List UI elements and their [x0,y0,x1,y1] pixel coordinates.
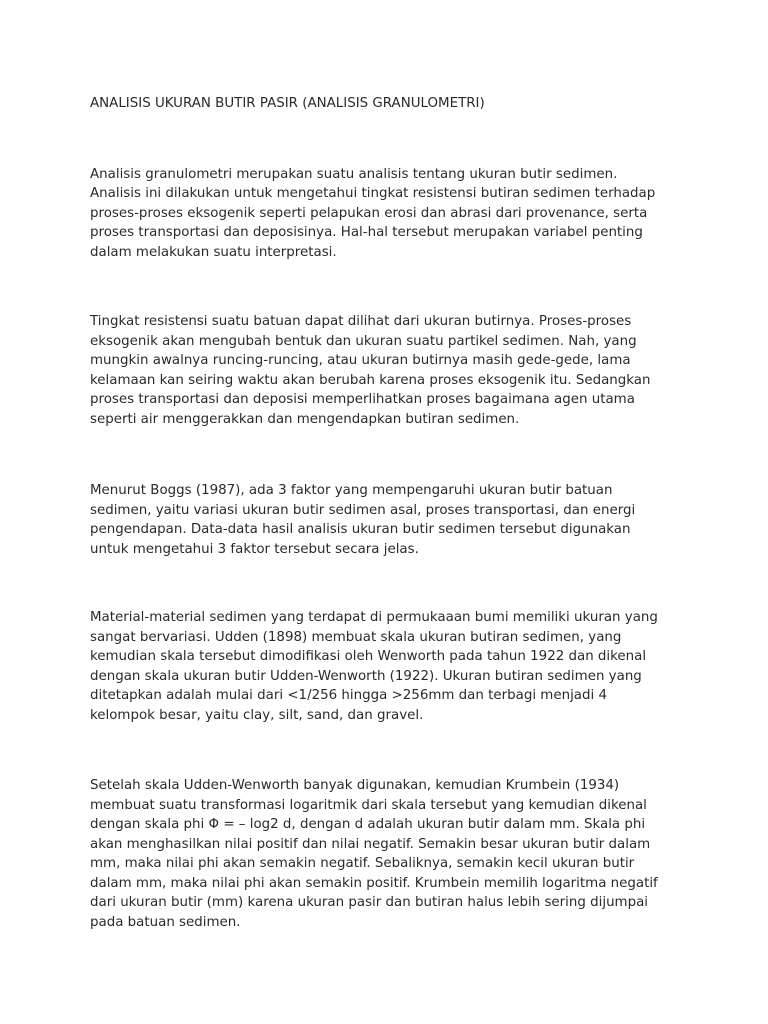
paragraph-krumbein-phi-scale: Setelah skala Udden-Wenworth banyak digunakan, kemudian Krumbein (1934) membuat suatu transformasi logaritmik dari skala tersebut yang kemudian dikenal dengan skala phi Φ = – log2 d, dengan d adalah ukuran butir dalam mm. Skala phi akan menghasilkan nilai positif dan nilai negatif. Semakin besar ukuran butir dalam mm, maka nilai phi akan semakin negatif. Sebaliknya, semakin kecil ukuran butir dalam mm, maka nilai phi akan semakin positif. Krumbein memilih logaritma negatif dari ukuran butir (mm) karena ukuran pasir dan butiran halus lebih sering dijumpai pada batuan sedimen. [90,778,658,930]
paragraph-resistensi: Tingkat resistensi suatu batuan dapat dilihat dari ukuran butirnya. Proses-proses eksogenik akan mengubah bentuk dan ukuran suatu partikel sedimen. Nah, yang mungkin awalnya runcing-runcing, atau ukuran butirnya masih gede-gede, lama kelamaan kan seiring waktu akan berubah karena proses eksogenik itu. Sedangkan proses transportasi dan deposisi memperlihatkan proses bagaimana agen utama seperti air menggerakkan dan mengendapkan butiran sedimen. [90,314,651,427]
paragraph-granulometri-definition: Analisis granulometri merupakan suatu analisis tentang ukuran butir sedimen. Analisis ini dilakukan untuk mengetahui tingkat resistensi butiran sedimen terhadap proses-proses eksogenik seperti pelapukan erosi dan abrasi dari provenance, serta proses transportasi dan deposisinya. Hal-hal tersebut merupakan variabel penting dalam melakukan suatu interpretasi. [90,166,656,260]
document-title: ANALISIS UKURAN BUTIR PASIR (ANALISIS GRANULOMETRI) [90,96,485,111]
paragraph-udden-wenworth-scale: Material-material sedimen yang terdapat di permukaaan bumi memiliki ukuran yang sangat bervariasi. Udden (1898) membuat skala ukuran butiran sedimen, yang kemudian skala tersebut dimodifikasi oleh Wenworth pada tahun 1922 dan dikenal dengan skala ukuran butir Udden-Wenworth (1922). Ukuran butiran sedimen yang ditetapkan adalah mulai dari <1/256 hingga >256mm dan terbagi menjadi 4 kelompok besar, yaitu clay, silt, sand, dan gravel. [90,610,658,723]
paragraph-boggs-factors: Menurut Boggs (1987), ada 3 faktor yang mempengaruhi ukuran butir batuan sedimen, yaitu variasi ukuran butir sedimen asal, proses transportasi, dan energi pengendapan. Data-data hasil analisis ukuran butir sedimen tersebut digunakan untuk mengetahui 3 faktor tersebut secara jelas. [90,483,636,557]
